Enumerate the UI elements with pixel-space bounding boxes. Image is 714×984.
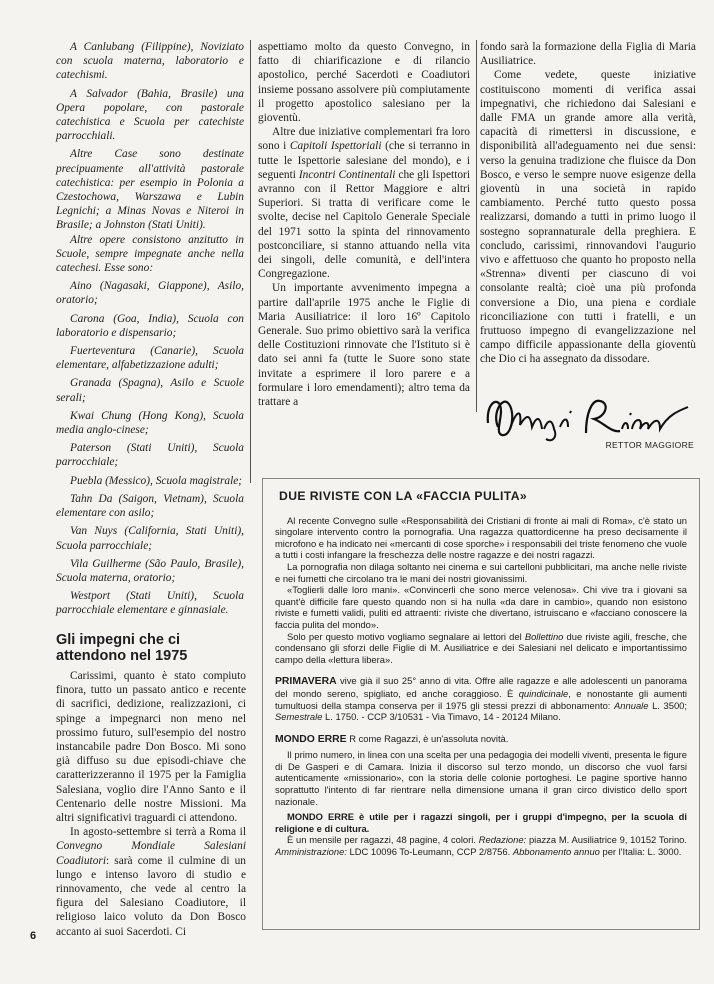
paragraph-fma-capitolo: Un importante avvenimento impegna a partire dall'aprile 1975 anche le Figlie di Maria Ausiliatrice: il loro 16º Capitolo Generale. Suo primo obiettivo sarà la verifica delle Costituzioni rinnovate che l'Istituto si è dato sei anni fa (tutte le Suore sono state invitate a esprimere il loro parere e a formulare i loro emendamenti); altro tema da trattare a [258,282,470,409]
school-list [56,279,244,617]
text-run: piazza M. Ausiliatrice 9, 10152 Torino. [526,834,687,846]
sidebar-box [262,478,700,930]
column-right [480,40,696,367]
text-run-italic: Annuale [614,699,649,711]
paragraph-altre-case: Altre Case sono destinate precipuamente all'attività pastorale catechistica: per esempio in Polonia a Czestochowa, Warszawa e Lubin Legnichi; a Minas Novas e Niteroi in Brasile; a Johnston (Stati Uniti). [56,148,244,232]
mondo-erre-intro [275,733,687,746]
list-item: Aino (Nagasaki, Giappone), Asilo, oratorio; [56,280,244,307]
text-run-italic: Convegno Mondiale Salesiani Coadiutori [56,840,246,867]
handwritten-signature [482,393,696,443]
text-run: L. 3500; [648,699,687,711]
section-body [56,669,246,939]
list-item: Carona (Goa, India), Scuola con laboratorio e dispensario; [56,312,244,339]
box-title: DUE RIVISTE CON LA «FACCIA PULITA» [279,489,528,503]
magazine-name: MONDO ERRE [275,733,347,745]
text-run: L. 1750. - CCP 3/10531 - Via Timavo, 14 - 20124 Milano. [322,711,561,723]
paragraph-conclusion: Come vedete, queste iniziative costituiscono momenti di verifica assai impegnativi, che richiedono dai Salesiani e dalle FMA un grande amore alla verità, capacità di rimettersi in discussione, e disponibilità all'adeguamento nei due sensi: verso la genuina tradizione che fluisce da Don Bosco, e verso le sempre nuove esigenze della gioventù in una società in rapido cambiamento. Perché tutto questo possa realizzarsi, domando a tutti in primo luogo il sostegno soprannaturale della preghiera. E concludo, carissimi, rinnovandovi l'augurio vivo e affettuoso che quanto ho proposto nella «Strenna» diventi per ciascuno di voi consolante realtà; cioè una più profonda conversione a Dio, una piena e cordiale riconciliazione con tutti i fratelli, e un fruttuoso impegno di evangelizzazione nel campo difficile appassionante della gioventù che Dio ci ha assegnato da dissodare. [480,69,696,366]
list-item: Fuerteventura (Canarie), Scuola elementare, alfabetizzazione adulti; [56,345,244,372]
list-item: Tahn Da (Saigon, Vietnam), Scuola elementare con asilo; [56,492,244,520]
page-number: 6 [30,930,37,942]
text-run: vive già il suo 25° anno di vita. Offre alle ragazze e alle adolescenti un panorama del mondo sereno, spigliato, ed anche coraggioso. È [275,675,687,699]
mondo-erre-paragraph: Il primo numero, in linea con una scelta per una pedagogia dei modelli viventi, presenta le figure di De Gasperi e di Camara. Inizia il discorso sul terzo mondo, un discorso che vuol farsi autenticamente «missionario», con la storia delle colonie portoghesi. Le pagine sportive hanno soprattutto l'intento di far rientrare nella dimensione umana il gran circo divistico dello sport nazionale. [275,749,687,807]
list-item: Puebla (Messico), Scuola magistrale; [70,474,243,487]
text-run: LDC 10096 To-Leumann, CCP 2/8756. [346,846,513,858]
text-run-italic: Amministrazione: [275,846,347,858]
list-item: Van Nuys (California, Stati Uniti), Scuola parrocchiale; [56,525,244,552]
magazine-name: PRIMAVERA [275,676,337,688]
signature-block [482,393,696,453]
section-title: Gli impegni che ci attendono nel 1975 [56,632,188,664]
text-run: : sarà come il culmine di un lungo e intenso lavoro di studio e rinnovamento, che vede al centro la figura del Salesiano Coadiutore, il religioso laico voluto da Don Bosco accanto ai suoi Sacerdoti. Ci [56,854,246,938]
box-paragraph: «Toglierli dalle loro mani». «Convincerli che sono merce velenosa». Chi vive tra i giovani sa quant'è difficile fare questo quando non si ha nulla «da dare in cambio», quando non esistono riviste e fumetti validi, puliti ed attraenti: riviste che divertano, istruiscano e «facciano conoscere la faccia pulita del mondo». [275,584,687,630]
list-item: Granada (Spagna), Asilo e Scuole serali; [56,377,244,404]
column-rule-right [476,40,477,412]
column-left [56,40,244,622]
column-middle [258,40,470,409]
text-run: (che si terranno in tutte le Ispettorie salesiane del mondo), e i seguenti [258,140,470,181]
text-run-italic: Redazione: [478,834,527,846]
paragraph-convegno [56,825,246,939]
paragraph-altre-opere: Altre opere consistono anzitutto in Scuole, sempre impegnate anche nella catechesi. Esse sono: [56,233,244,275]
mondo-erre-highlight: MONDO ERRE è utile per i ragazzi singoli, per i gruppi d'impegno, per la scuola di religione e di cultura. [275,811,687,834]
paragraph-continued: fondo sarà la formazione della Figlia di Maria Ausiliatrice. [480,41,696,68]
mondo-erre-subscription [275,834,687,857]
text-run: che gli Ispettori avranno con il Rettor Maggiore e altri Superiori. Si tratta di verificare come le svolte, decise nel Capitolo Generale Speciale del 1971 sotto la spinta del rinnovamento postconciliare, si stanno attuando nella vita dei singoli, delle comunità, e dell'intera Congregazione. [258,168,471,281]
paragraph-continued: aspettiamo molto da questo Convegno, in fatto di chiarificazione e di rilancio apostolico, perché Sacerdoti e Coadiutori insieme possano assolvere più compiutamente il progetto apostolico salesiano per la gioventù. [258,41,470,125]
text-run: per l'Italia: L. 3000. [599,846,682,858]
text-run: È un mensile per ragazzi, 48 pagine, 4 colori. [287,834,479,846]
text-run-italic: Incontri Continentali [298,168,396,181]
primavera-paragraph [275,675,687,722]
paragraph-capitoli [258,125,470,281]
text-run: Solo per questo motivo vogliamo segnalare ai lettori del [287,630,525,642]
list-item: Paterson (Stati Uniti), Scuola parrocchiale; [56,442,244,469]
text-run: , e nonostante gli aumenti tumultuosi della stampa conserva per il 1975 gli stessi prezzi di abbonamento: [275,687,687,711]
text-run-italic: Capitoli Ispettoriali [289,140,382,153]
text-run-italic: Bollettino [524,630,564,642]
box-paragraph [275,631,687,666]
text-run: due riviste agili, fresche, che condensano gli sforzi delle Figlie di M. Ausiliatrice e dei Salesiani nel delicato e importantissimo campo della «lettura libera». [275,630,687,665]
column-rule-left [250,40,251,483]
text-run-italic: Semestrale [275,711,323,723]
box-paragraph: La pornografia non dilaga soltanto nei cinema e sui cartelloni pubblicitari, ma anche nelle riviste e nei fumetti che circolano tra le mani dei nostri giovanissimi. [275,560,687,584]
paragraph-canlubang: A Canlubang (Filippine), Noviziato con scuola materna, laboratorio e catechismi. [56,41,244,82]
paragraph-carissimi: Carissimi, quanto è stato compiuto finora, tutto un passato antico e recente di sacrifici, dedizione, realizzazioni, ci spinge a impegnarci non meno nel prossimo futuro, sull'esempio del nostro instancabile padre Don Bosco. Mi sono già diffuso su due episodi-chiave che caratterizzeranno il 1975 per la Famiglia Salesiana, voglio dire l'Anno Santo e il Centenario delle nostre Missioni. Ma altri significativi traguardi ci attendono. [56,670,246,825]
list-item: Westport (Stati Uniti), Scuola parrocchiale elementare e ginnasiale. [56,590,244,617]
text-run-italic: quindicinale [518,687,569,699]
box-paragraph: Al recente Convegno sulle «Responsabilità dei Cristiani di fronte ai mali di Roma», c'è stato un singolare intervento contro la pornografia. Una ragazza quattordicenne ha preso decisamente il microfono e ha indicato nei «mercanti di cose sporche» i responsabili del triste fenomeno che vuole a tutti i costi infangare la freschezza delle nostre ragazze e dei nostri ragazzi. [275,514,687,561]
paragraph-salvador: A Salvador (Bahia, Brasile) una Opera popolare, con pastorale catechistica e Scuola per catechiste parrocchiali. [56,87,244,143]
text-run: Altre due iniziative complementari fra loro sono i [258,126,470,153]
list-item: Kwai Chung (Hong Kong), Scuola media anglo-cinese; [56,409,244,437]
list-item: Vila Guilherme (São Paulo, Brasile), Scuola materna, oratorio; [56,557,244,584]
signature-caption: RETTOR MAGGIORE [605,440,694,450]
text-run: R come Ragazzi, è un'assoluta novità. [346,732,509,744]
text-run-italic: Abbonamento annuo [512,846,600,858]
text-run: In agosto-settembre si terrà a Roma il [70,826,246,839]
